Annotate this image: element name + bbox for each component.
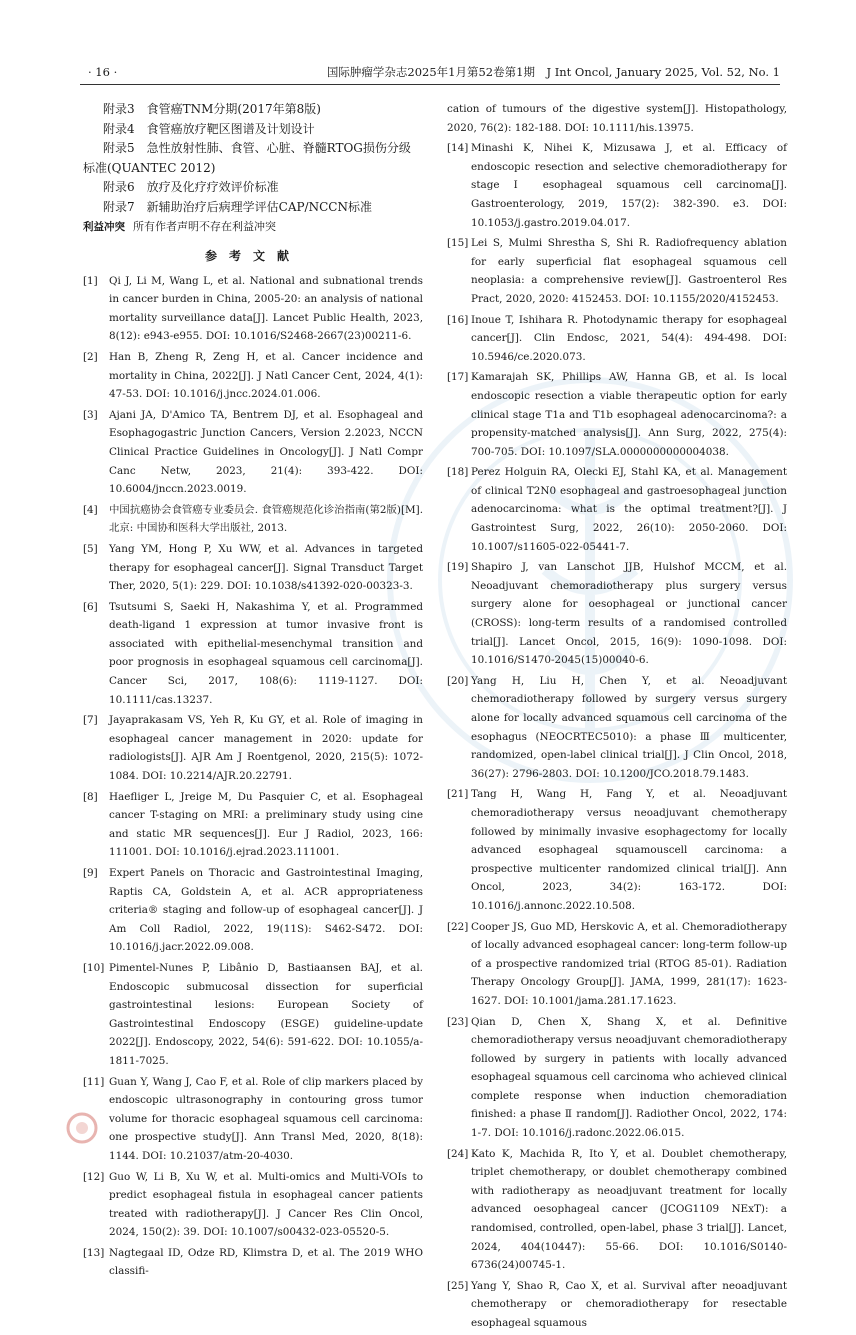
reference-item [83, 348, 423, 404]
reference-number: [3] [83, 408, 98, 421]
reference-number: [22] [447, 920, 469, 933]
conflict-text: 所有作者声明不存在利益冲突 [133, 220, 276, 233]
reference-text: Shapiro J, van Lanschot JJB, Hulshof MCCM, et al. Neoadjuvant chemoradiotherapy plus surgery versus surgery alone for oesophageal or junctional cancer (CROSS): long-term results of a randomised controlled trial[J]. Lancet Oncol, 2015, 16(9): 1090-1098. DOI: 10.1016/S1470-2045(15)00040-6. [471, 561, 787, 667]
reference-list-left [83, 272, 423, 1281]
reference-item [83, 406, 423, 499]
reference-text: Yang Y, Shao R, Cao X, et al. Survival after neoadjuvant chemotherapy or chemoradiotherapy for resectable esophageal squamous [471, 1279, 787, 1329]
right-column [447, 100, 787, 1335]
reference-text: Lei S, Mulmi Shrestha S, Shi R. Radiofrequency ablation for early superficial flat esophageal squamous cell neoplasia: a comprehensive review[J]. Gastroenterol Res Pract, 2020, 2020: 4152453. DOI: 10.1155/2020/4152453. [471, 237, 787, 305]
references-heading: 参考文献 [204, 249, 301, 263]
reference-text: Ajani JA, D'Amico TA, Bentrem DJ, et al. Esophageal and Esophagogastric Junction Cancers, Version 2.2023, NCCN Clinical Practice Guidelines in Oncology[J]. J Natl Compr Canc Netw, 2023, 21(4): 393-422. DOI: 10.6004/jnccn.2023.0019. [109, 408, 423, 496]
reference-number: [16] [447, 313, 469, 326]
reference-text: Inoue T, Ishihara R. Photodynamic therapy for esophageal cancer[J]. Clin Endosc, 2021, 54(4): 494-498. DOI: 10.5946/ce.2020.073. [471, 313, 787, 363]
reference-item [447, 139, 787, 232]
reference-text: Minashi K, Nihei K, Mizusawa J, et al. Efficacy of endoscopic resection and selective chemoradiotherapy for stage Ⅰ esophageal squamous cell carcinoma[J]. Gastroenterology, 2019, 157(2): 382-390. e3. DOI: 10.1053/j.gastro.2019.04.017. [471, 142, 787, 229]
reference-number: [23] [447, 1015, 469, 1028]
reference-text: Haefliger L, Jreige M, Du Pasquier C, et al. Esophageal cancer T-staging on MRI: a preliminary study using cine and static MR sequences[J]. Eur J Radiol, 2023, 166: 111001. DOI: 10.1016/j.ejrad.2023.111001. [109, 790, 423, 859]
journal-citation-line: 国际肿瘤学杂志2025年1月第52卷第1期 J Int Oncol, January 2025, Vol. 52, No. 1 [326, 65, 780, 79]
reference-number: [19] [447, 561, 469, 574]
appendix-item: 附录5 急性放射性肺、食管、心脏、脊髓RTOG损伤分级 [103, 141, 411, 155]
appendix-item: 附录7 新辅助治疗后病理学评估CAP/NCCN标准 [103, 199, 372, 214]
reference-item [83, 1244, 423, 1281]
reference-item [447, 1145, 787, 1275]
reference-number: [13] [83, 1246, 105, 1259]
reference-item [83, 598, 423, 710]
appendix-item: 附录3 食管癌TNM分期(2017年第8版) [103, 102, 321, 116]
reference-item [83, 1073, 423, 1166]
reference-text: Tsutsumi S, Saeki H, Nakashima Y, et al. Programmed death-ligand 1 expression at tumor invasive front is associated with epithelial-mesenchymal transition and poor prognosis in esophageal squamous cell carcinoma[J]. Cancer Sci, 2017, 108(6): 1119-1127. DOI: 10.1111/cas.13237. [109, 600, 423, 706]
reference-item [447, 368, 787, 461]
reference-number: [24] [447, 1147, 469, 1160]
reference-number: [12] [83, 1170, 105, 1183]
reference-number: [1] [83, 274, 98, 287]
reference-item [83, 788, 423, 862]
reference-number: [21] [447, 788, 469, 801]
reference-list-right [447, 139, 787, 1332]
reference-text: Han B, Zheng R, Zeng H, et al. Cancer incidence and mortality in China, 2022[J]. J Natl Cancer Cent, 2024, 4(1): 47-53. DOI: 10.1016/j.jncc.2024.01.006. [109, 350, 423, 401]
reference-number: [7] [83, 714, 98, 727]
appendix-item-continued: 标准(QUANTEC 2012) [83, 160, 216, 175]
reference-text: Qian D, Chen X, Shang X, et al. Definitive chemoradiotherapy versus neoadjuvant chemoradiotherapy followed by surgery in patients with locally advanced esophageal squamous cell carcinoma who achieved clinical complete response when induction chemoradiation finished: a phase Ⅱ random[J]. Radiother Oncol, 2022, 174: 1-7. DOI: 10.1016/j.radonc.2022.06.015. [471, 1015, 787, 1140]
reference-text: Guan Y, Wang J, Cao F, et al. Role of clip markers placed by endoscopic ultrasonography in contouring gross tumor volume for thoracic esophageal squamous cell carcinoma: one prospective study[J]. Ann Transl Med, 2020, 8(18): 1144. DOI: 10.21037/atm-20-4030. [109, 1075, 423, 1162]
reference-item [447, 234, 787, 308]
reference-item [83, 959, 423, 1071]
reference-item [447, 558, 787, 670]
reference-number: [17] [447, 371, 469, 384]
reference-text: Guo W, Li B, Xu W, et al. Multi-omics and Multi-VOIs to predict esophageal fistula in esophageal cancer patients treated with radiotherapy[J]. J Cancer Res Clin Oncol, 2024, 150(2): 39. DOI: 10.1007/s00432-023-05520-5. [109, 1170, 423, 1239]
reference-number: [14] [447, 142, 469, 155]
reference-item [83, 711, 423, 785]
reference-number: [5] [83, 542, 98, 555]
conflict-label: 利益冲突 [83, 221, 125, 233]
reference-number: [11] [83, 1075, 105, 1088]
reference-item [83, 1168, 423, 1242]
appendix-item: 附录4 食管癌放疗靶区图谱及计划设计 [103, 121, 315, 136]
reference-number: [25] [447, 1279, 469, 1292]
reference-item [447, 918, 787, 1011]
reference-number: [15] [447, 237, 469, 250]
reference-number: [8] [83, 790, 98, 803]
reference-item [447, 1277, 787, 1333]
reference-item [83, 540, 423, 596]
reference-text: Kato K, Machida R, Ito Y, et al. Doublet chemotherapy, triplet chemotherapy, or doublet chemotherapy combined with radiotherapy as neoadjuvant treatment for locally advanced oesophageal cancer (JCOG1109 NExT): a randomised, controlled, open-label, phase 3 trial[J]. Lancet, 2024, 404(10447): 55-66. DOI: 10.1016/S0140-6736(24)00745-1. [471, 1147, 787, 1272]
reference-text: 中国抗癌协会食管癌专业委员会. 食管癌规范化诊治指南(第2版)[M]. 北京: 中国协和医科大学出版社, 2013. [109, 503, 423, 535]
reference-item [83, 501, 423, 538]
reference-text: Yang H, Liu H, Chen Y, et al. Neoadjuvant chemoradiotherapy followed by surgery versus surgery alone for locally advanced squamous cell carcinoma of the esophagus (NEOCRTEC5010): a phase Ⅲ multicenter, randomized, open-label clinical trial[J]. J Clin Oncol, 2018, 36(27): 2796-2803. DOI: 10.1200/JCO.2018.79.1483. [471, 674, 787, 780]
appendix-list [83, 100, 423, 217]
reference-item [83, 272, 423, 346]
reference-text: Yang YM, Hong P, Xu WW, et al. Advances in targeted therapy for esophageal cancer[J]. Signal Transduct Target Ther, 2020, 5(1): 229. DOI: 10.1038/s41392-020-00323-3. [109, 542, 423, 593]
reference-number: [18] [447, 466, 469, 479]
reference-text: Nagtegaal ID, Odze RD, Klimstra D, et al. The 2019 WHO classifi- [109, 1246, 423, 1278]
reference-text: Kamarajah SK, Phillips AW, Hanna GB, et al. Is local endoscopic resection a viable therapeutic option for early clinical stage T1a and T1b esophageal adenocarcinoma?: a propensity-matched analysis[J]. Ann Surg, 2022, 275(4): 700-705. DOI: 10.1097/SLA.0000000000004038. [471, 371, 787, 458]
reference-number: [10] [83, 961, 105, 974]
reference-item [447, 311, 787, 367]
appendix-item: 附录6 放疗及化疗疗效评价标准 [103, 180, 279, 194]
reference-text: Perez Holguin RA, Olecki EJ, Stahl KA, et al. Management of clinical T2N0 esophageal and gastroesophageal junction adenocarcinoma: what is the optimal treatment?[J]. J Gastrointest Surg, 2022, 26(10): 2050-2060. DOI: 10.1007/s11605-022-05441-7. [471, 466, 787, 553]
reference-text: Cooper JS, Guo MD, Herskovic A, et al. Chemoradiotherapy of locally advanced esophageal cancer: long-term follow-up of a prospective randomized trial (RTOG 85-01). Radiation Therapy Oncology Group[J]. JAMA, 1999, 281(17): 1623-1627. DOI: 10.1001/jama.281.17.1623. [471, 920, 787, 1007]
left-column [83, 100, 423, 1283]
reference-text: Jayaprakasam VS, Yeh R, Ku GY, et al. Role of imaging in esophageal cancer management in 2020: update for radiologists[J]. AJR Am J Roentgenol, 2020, 215(5): 1072-1084. DOI: 10.2214/AJR.20.22791. [109, 714, 423, 783]
reference-number: [6] [83, 600, 98, 613]
reference-continuation: cation of tumours of the digestive system[J]. Histopathology, 2020, 76(2): 182-188. DOI: 10.1111/his.13975. [447, 103, 787, 134]
reference-item [447, 785, 787, 915]
reference-text: Qi J, Li M, Wang L, et al. National and subnational trends in cancer burden in China, 2005-20: an analysis of national mortality surveillance data[J]. Lancet Public Health, 2023, 8(12): e943-e955. DOI: 10.1016/S2468-2667(23)00211-6. [109, 274, 423, 343]
reference-text: Pimentel-Nunes P, Libânio D, Bastiaansen BAJ, et al. Endoscopic submucosal dissection for superficial gastrointestinal lesions: European Society of Gastrointestinal Endoscopy (ESGE) guideline-update 2022[J]. Endoscopy, 2022, 54(6): 591-622. DOI: 10.1055/a-1811-7025. [109, 961, 423, 1067]
reference-item [83, 864, 423, 957]
reference-number: [20] [447, 674, 469, 687]
page-number: · 16 · [88, 65, 118, 79]
running-header [80, 62, 780, 85]
conflict-of-interest [83, 217, 423, 237]
reference-number: [9] [83, 867, 98, 879]
reference-item [447, 672, 787, 784]
reference-number: [4] [83, 503, 98, 516]
reference-item [447, 1013, 787, 1143]
reference-item [447, 463, 787, 556]
reference-text: Expert Panels on Thoracic and Gastrointestinal Imaging, Raptis CA, Goldstein A, et al. ACR appropriateness criteria® staging and follow-up of esophageal cancer[J]. J Am Coll Radiol, 2022, 19(11S): S462-S472. DOI: 10.1016/j.jacr.2022.09.008. [109, 867, 423, 954]
reference-text: Tang H, Wang H, Fang Y, et al. Neoadjuvant chemoradiotherapy versus neoadjuvant chemotherapy followed by minimally invasive esophagectomy for locally advanced esophageal squamouscell carcinoma: a prospective multicenter randomized clinical trial[J]. Ann Oncol, 2023, 34(2): 163-172. DOI: 10.1016/j.annonc.2022.10.508. [471, 788, 787, 912]
reference-number: [2] [83, 350, 98, 363]
publisher-logo [62, 1108, 102, 1148]
